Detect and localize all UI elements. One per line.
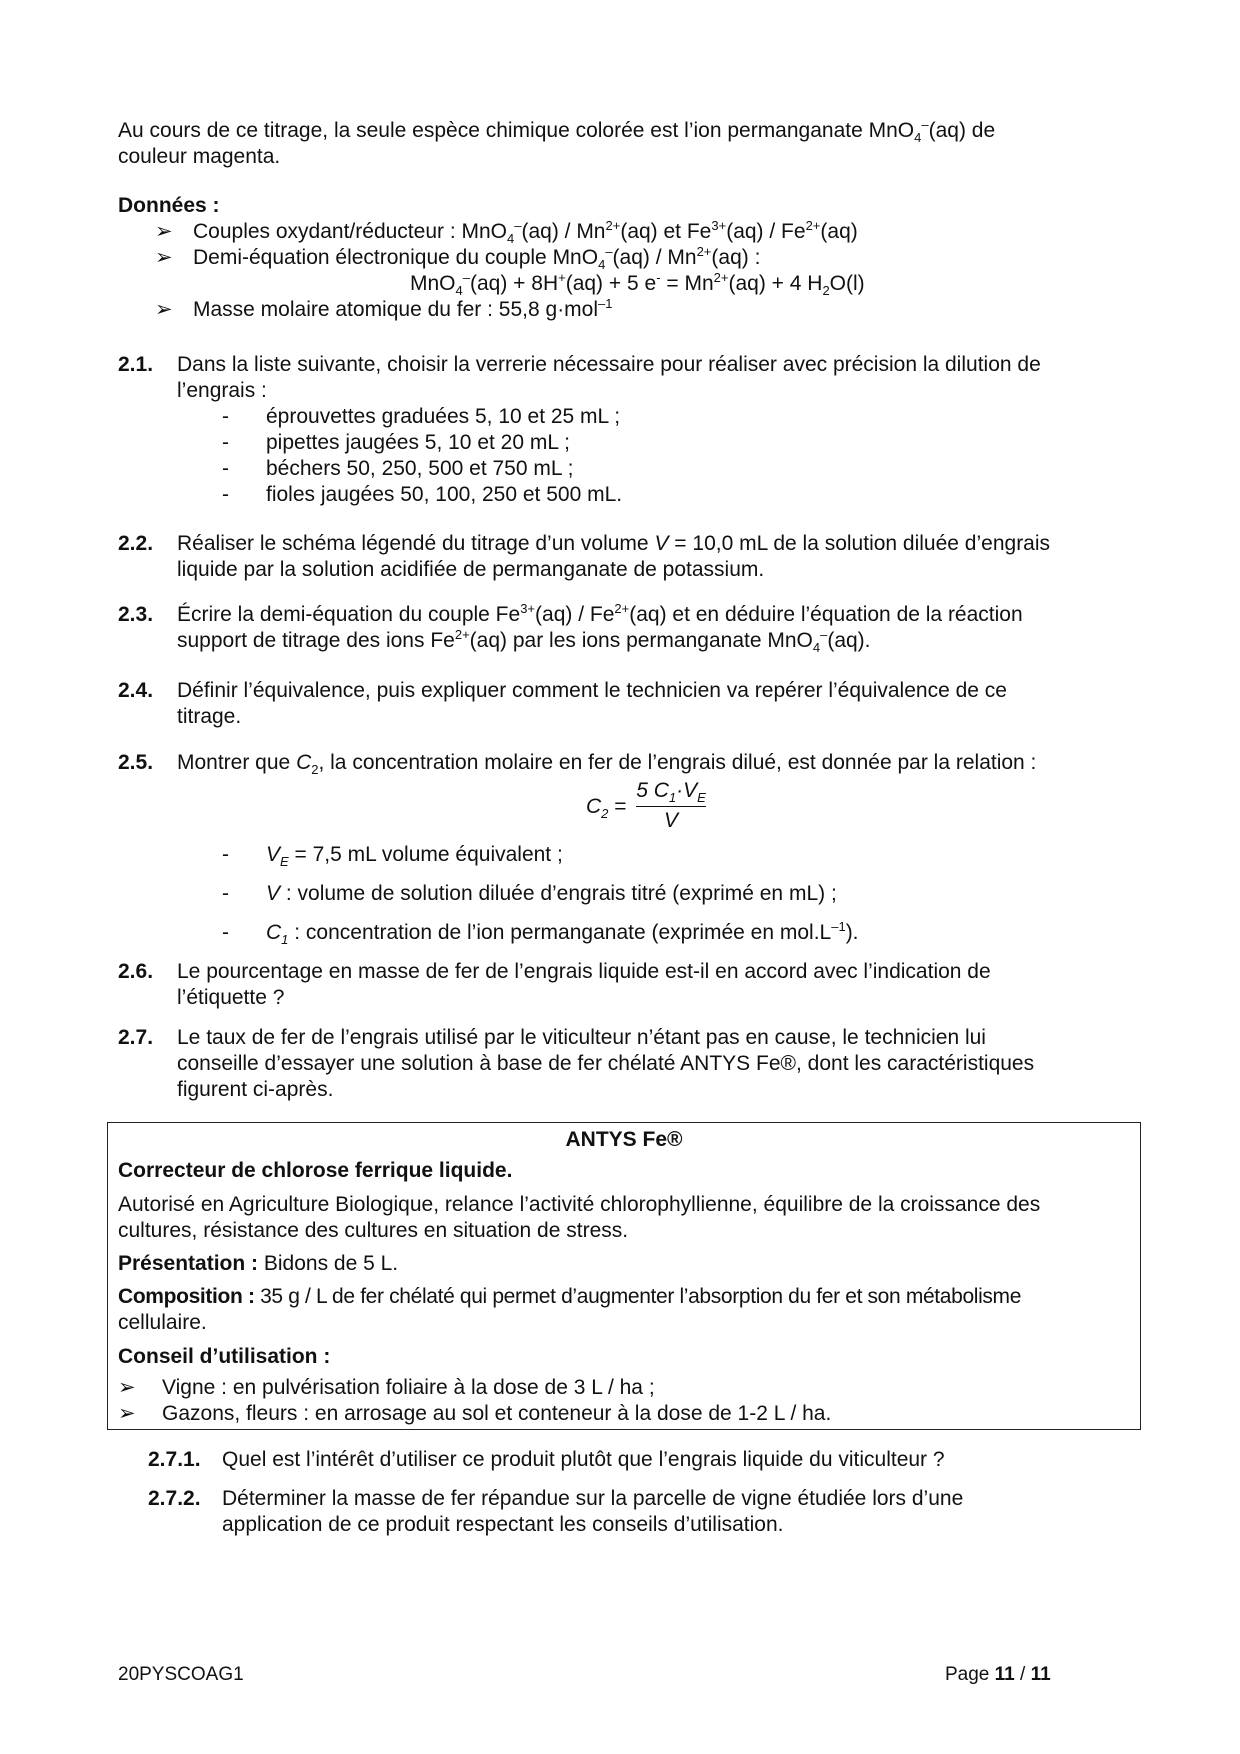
donnees-bullet-masse-molaire: ➢ Masse molaire atomique du fer : 55,8 g·mol$^{-1}$ [155,296,613,321]
list-item: - V : volume de solution diluée d’engrais titré (exprimé en mL) ; [222,882,837,905]
question-number: 2.2. [118,532,154,555]
question-number: 2.7.1. [148,1448,201,1471]
product-description: cultures, résistance des cultures en situation de stress. [118,1219,629,1242]
question-number: 2.3. [118,603,154,626]
arrow-bullet-icon: ➢ [155,220,173,243]
list-item: - $V_E = 7,5$ mL volume équivalent ; [222,843,563,870]
question-text: Écrire la demi-équation du couple $Fe^{3+}(aq) / Fe^{2+}(aq)$ et en déduire l’équation de la réaction [177,601,1023,626]
page-number: Page 11 / 11 [945,1664,1051,1685]
question-text: Réaliser le schéma légendé du titrage d’un volume V = 10,0 mL de la solution diluée d’engrais [177,532,1051,555]
formula-denominator: V [663,809,678,832]
formula-lhs: $C_2$ = [586,795,627,822]
usage-item: ➢ Gazons, fleurs : en arrosage au sol et conteneur à la dose de 1-2 L / ha. [118,1402,832,1425]
question-text: Le taux de fer de l’engrais utilisé par le viticulteur n’étant pas en cause, le technicien lui [177,1026,986,1049]
product-composition: Composition : 35 g / L de fer chélaté qui permet d’augmenter l’absorption du fer et son métabolisme [118,1285,1022,1308]
question-number: 2.7. [118,1026,154,1049]
formula-numerator: 5 $C_1\cdot V_E$ [636,779,706,806]
question-text: l’étiquette ? [177,986,285,1009]
product-usage-heading: Conseil d’utilisation : [118,1345,331,1368]
product-description: Autorisé en Agriculture Biologique, relance l’activité chlorophyllienne, équilibre de la croissance des [118,1193,1041,1216]
question-text: Dans la liste suivante, choisir la verrerie nécessaire pour réaliser avec précision la dilution de [177,353,1041,376]
question-text: figurent ci-après. [177,1078,334,1101]
arrow-bullet-icon: ➢ [118,1402,136,1425]
question-text: Déterminer la masse de fer répandue sur la parcelle de vigne étudiée lors d’une [222,1487,964,1510]
arrow-bullet-icon: ➢ [155,246,173,269]
usage-item: ➢ Vigne : en pulvérisation foliaire à la dose de 3 L / ha ; [118,1376,655,1399]
question-text: application de ce produit respectant les conseils d’utilisation. [222,1513,784,1536]
donnees-heading: Données : [118,194,220,217]
question-text: Montrer que $C_2$, la concentration molaire en fer de l’engrais dilué, est donnée par la relation : [177,751,1037,778]
list-item: - pipettes jaugées 5, 10 et 20 mL ; [222,431,570,454]
list-item: - éprouvettes graduées 5, 10 et 25 mL ; [222,405,621,428]
product-presentation: Présentation : Bidons de 5 L. [118,1252,399,1275]
list-item: - béchers 50, 250, 500 et 750 mL ; [222,457,574,480]
question-number: 2.5. [118,751,154,774]
question-text: titrage. [177,705,242,728]
product-subtitle: Correcteur de chlorose ferrique liquide. [118,1159,513,1182]
question-text: Définir l’équivalence, puis expliquer comment le technicien va repérer l’équivalence de ce [177,679,1007,702]
product-composition-cont: cellulaire. [118,1311,207,1334]
intro-line-2: couleur magenta. [118,145,281,168]
donnees-bullet-demi-equation: ➢ Demi-équation électronique du couple $MnO_4^-(aq) / Mn^{2+}(aq)$ : [155,244,761,273]
arrow-bullet-icon: ➢ [118,1376,136,1399]
question-number: 2.6. [118,960,154,983]
question-number: 2.1. [118,353,154,376]
product-info-box [107,1122,1141,1430]
product-title: ANTYS Fe® [565,1128,683,1151]
arrow-bullet-icon: ➢ [155,298,173,321]
list-item: - fioles jaugées 50, 100, 250 et 500 mL. [222,483,623,506]
intro-line-1: Au cours de ce titrage, la seule espèce chimique colorée est l’ion permanganate MnO$_4$–(aq) de [118,117,996,146]
question-text: conseille d’essayer une solution à base de fer chélaté ANTYS Fe®, dont les caractéristiques [177,1052,1035,1075]
question-number: 2.7.2. [148,1487,201,1510]
question-text: l’engrais : [177,379,267,402]
question-text: Quel est l’intérêt d’utiliser ce produit plutôt que l’engrais liquide du viticulteur ? [222,1448,945,1471]
question-text: liquide par la solution acidifiée de permanganate de potassium. [177,558,765,581]
donnees-equation: MnO$_4$–(aq) + 8H+(aq) + 5 $e^- = Mn^{2+}(aq) + 4$ $H_2O(l)$ [410,270,865,299]
question-text: Le pourcentage en masse de fer de l’engrais liquide est-il en accord avec l’indication de [177,960,991,983]
fraction-bar [636,806,706,807]
donnees-bullet-couples: ➢ Couples oxydant/réducteur : $MnO_4^-(aq) / Mn^{2+}(aq)$ et $Fe^{3+}(aq) / Fe^{2+}(aq)$ [155,218,858,247]
list-item: - $C_1$ : concentration de l’ion permanganate (exprimée en $mol.L^{-1}$). [222,919,859,948]
document-code: 20PYSCOAG1 [118,1664,244,1685]
question-number: 2.4. [118,679,154,702]
question-text: support de titrage des ions $Fe^{2+}(aq)$ par les ions permanganate MnO$_4$–(aq). [177,627,871,656]
